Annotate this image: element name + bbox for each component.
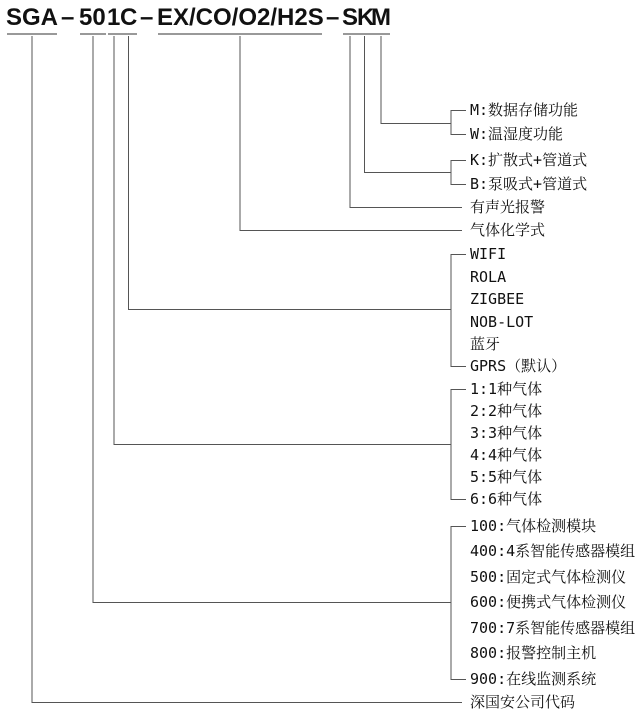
label-gas-count-6: 6:6种气体: [470, 490, 543, 508]
label-gas-count-2: 2:2种气体: [470, 402, 543, 420]
label-gas-count-3: 3:3种气体: [470, 424, 543, 442]
label-install-pump: B:泵吸式+管道式: [470, 175, 588, 193]
label-comm-nob-lot: NOB-LOT: [470, 313, 534, 331]
model-segment-separator-3: –: [326, 4, 340, 31]
bracket-series-group: [451, 527, 466, 680]
label-series-900: 900:在线监测系统: [470, 670, 597, 688]
label-gas-count-1: 1:1种气体: [470, 380, 543, 398]
model-segment-separator-1: –: [61, 4, 75, 31]
model-segment-comm: C: [120, 4, 138, 31]
model-segment-separator-2: –: [140, 4, 154, 31]
label-company-code: 深国安公司代码: [470, 693, 576, 711]
bracket-comm-group: [451, 255, 466, 367]
label-series-800: 800:报警控制主机: [470, 644, 597, 662]
bracket-gas-count-group: [451, 390, 466, 500]
model-segment-install: K: [357, 4, 375, 31]
label-comm-gprs: GPRS（默认）: [470, 357, 567, 375]
label-gas-formula: 气体化学式: [470, 221, 546, 239]
bracket-function-group: [451, 111, 466, 135]
label-comm-rola: ROLA: [470, 268, 507, 286]
label-comm-zigbee: ZIGBEE: [470, 290, 525, 308]
connector-alarm-line: [350, 36, 462, 208]
connector-install-line: [365, 36, 452, 173]
label-function-data-storage: M:数据存储功能: [470, 101, 579, 119]
model-segment-function: M: [371, 4, 391, 31]
connector-gas-count-line: [114, 36, 451, 445]
label-alarm: 有声光报警: [470, 198, 546, 216]
label-gas-count-5: 5:5种气体: [470, 468, 543, 486]
label-series-400: 400:4系智能传感器模组: [470, 542, 636, 560]
bracket-install-group: [451, 161, 466, 185]
connector-gas-formula-line: [240, 36, 462, 231]
model-segment-company: SGA: [6, 4, 59, 31]
label-series-600: 600:便携式气体检测仪: [470, 593, 627, 611]
label-gas-count-4: 4:4种气体: [470, 446, 543, 464]
model-segment-alarm: S: [342, 4, 359, 31]
connector-function-line: [381, 36, 451, 124]
label-series-100: 100:气体检测模块: [470, 517, 597, 535]
connector-series-line: [93, 36, 451, 603]
label-series-500: 500:固定式气体检测仪: [470, 568, 627, 586]
label-function-temp-humidity: W:温湿度功能: [470, 125, 564, 143]
model-segment-gas-formula: EX/CO/O2/H2S: [157, 4, 324, 31]
label-comm-wifi: WIFI: [470, 245, 507, 263]
model-segment-gas-count: 1: [107, 4, 121, 31]
label-comm-bluetooth: 蓝牙: [470, 335, 501, 353]
model-segment-series: 50: [79, 4, 106, 31]
label-install-diffusion: K:扩散式+管道式: [470, 151, 588, 169]
label-series-700: 700:7系智能传感器模组: [470, 619, 636, 637]
